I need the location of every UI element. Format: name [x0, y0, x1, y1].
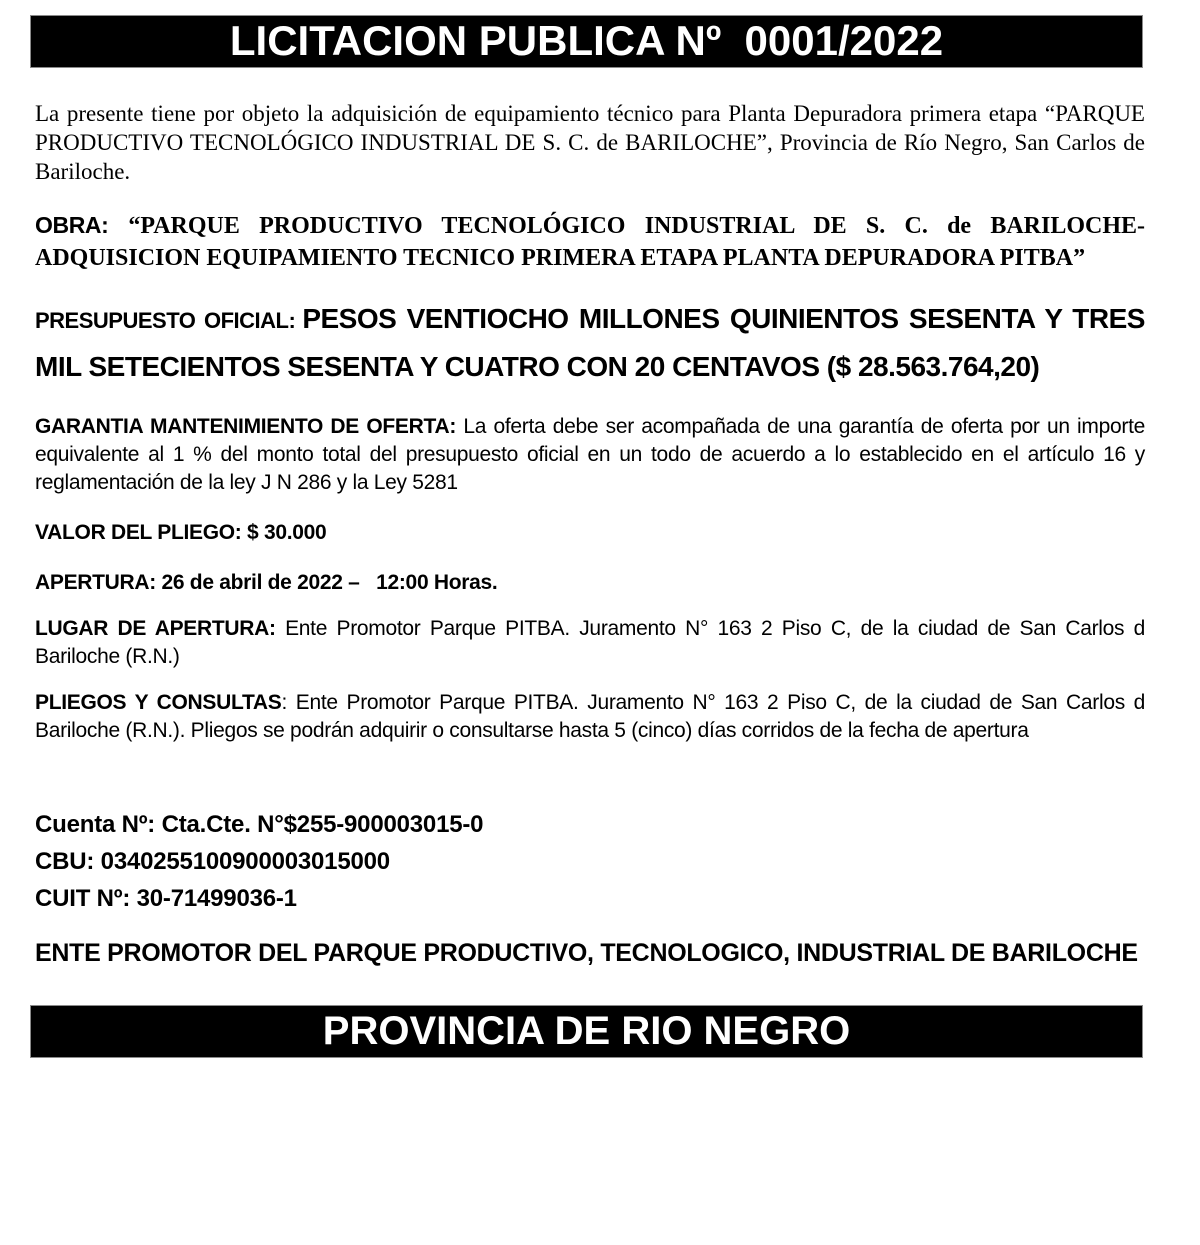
cuenta-label: Cuenta Nº: — [35, 811, 156, 838]
province-banner: PROVINCIA DE RIO NEGRO — [30, 1005, 1143, 1058]
cbu-line — [35, 843, 1145, 880]
cbu-value: 0340255100900003015000 — [100, 848, 390, 875]
valor-pliego-amount: $ 30.000 — [247, 521, 327, 544]
apertura-label: APERTURA: — [35, 571, 156, 594]
presupuesto-paragraph — [35, 297, 1145, 393]
pliegos-consultas-colon: : — [281, 691, 288, 714]
document-body — [35, 99, 1145, 970]
garantia-label: GARANTIA MANTENIMIENTO DE OFERTA: — [35, 415, 457, 438]
pliegos-consultas-paragraph — [35, 689, 1145, 745]
apertura-datetime: 26 de abril de 2022 – 12:00 Horas. — [161, 571, 498, 594]
bank-details-block — [35, 806, 1145, 917]
valor-pliego-line — [35, 519, 1145, 547]
cuit-line — [35, 880, 1145, 917]
apertura-line — [35, 569, 1145, 597]
intro-paragraph: La presente tiene por objeto la adquisición de equipamiento técnico para Planta Depuradora primera etapa “PARQUE PRODUCTIVO TECNOLÓGICO INDUSTRIAL DE S. C. de BARILOCHE”, Provincia de Río Negro, San Carlos de Bariloche. — [35, 101, 1145, 184]
garantia-paragraph — [35, 413, 1145, 497]
obra-label: OBRA: — [35, 212, 109, 238]
cuenta-line — [35, 806, 1145, 843]
lugar-apertura-text: Ente Promotor Parque PITBA. Juramento N° 163 2 Piso C, de la ciudad de San Carlos d Bariloche (R.N.) — [35, 617, 1146, 668]
cuenta-value: Cta.Cte. N°$255-900003015-0 — [161, 811, 484, 838]
valor-pliego-label: VALOR DEL PLIEGO: — [35, 521, 242, 544]
footer-section — [0, 1005, 1200, 1058]
pliegos-consultas-label: PLIEGOS Y CONSULTAS — [35, 691, 282, 714]
pliegos-consultas-text: Ente Promotor Parque PITBA. Juramento N° 163 2 Piso C, de la ciudad de San Carlos d Bariloche (R.N.). Pliegos se podrán adquirir o consultarse hasta 5 (cinco) días corridos de la fecha de apertura — [35, 691, 1146, 742]
cuit-label: CUIT Nº: — [35, 885, 131, 912]
ente-promotor-paragraph: ENTE PROMOTOR DEL PARQUE PRODUCTIVO, TECNOLOGICO, INDUSTRIAL DE BARILOCHE — [35, 939, 1138, 967]
presupuesto-text: PESOS VENTIOCHO MILLONES QUINIENTOS SESENTA Y TRES MIL SETECIENTOS SESENTA Y CUATRO CON 20 CENTAVOS ($ 28.563.764,20) — [35, 303, 1145, 382]
cbu-label: CBU: — [35, 848, 95, 875]
presupuesto-label: PRESUPUESTO OFICIAL: — [35, 308, 296, 333]
cuit-value: 30-71499036-1 — [136, 885, 297, 912]
garantia-text: La oferta debe ser acompañada de una garantía de oferta por un importe equivalente al 1 % del monto total del presupuesto oficial en un todo de acuerdo a lo establecido en el artículo 16 y reglamentación de la ley J N 286 y la Ley 5281 — [35, 415, 1145, 494]
tender-title-banner: LICITACION PUBLICA Nº 0001/2022 — [30, 15, 1143, 68]
lugar-apertura-paragraph — [35, 615, 1145, 671]
obra-text: “PARQUE PRODUCTIVO TECNOLÓGICO INDUSTRIAL DE S. C. de BARILOCHE- ADQUISICION EQUIPAMIENTO TECNICO PRIMERA ETAPA PLANTA DEPURADORA PITBA” — [35, 213, 1146, 271]
lugar-apertura-label: LUGAR DE APERTURA: — [35, 617, 276, 640]
obra-paragraph — [35, 209, 1145, 274]
